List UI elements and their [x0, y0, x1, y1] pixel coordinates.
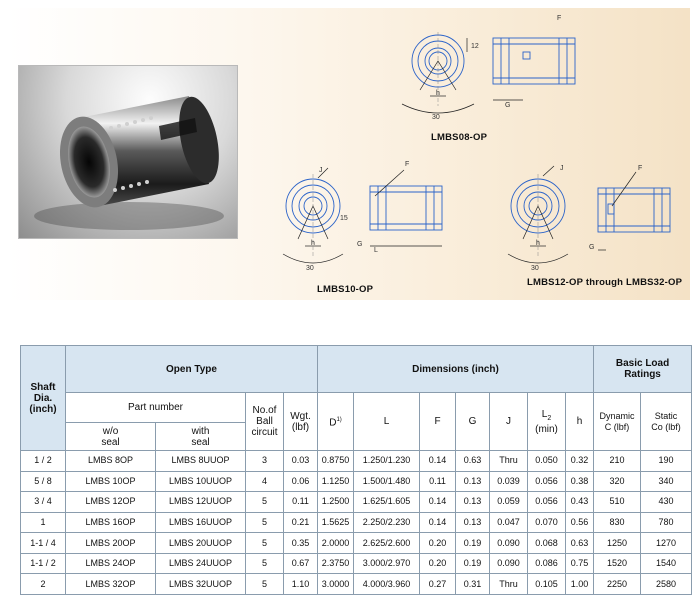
- cell-h: 0.56: [566, 512, 594, 533]
- cell-l: 1.625/1.605: [354, 492, 420, 513]
- cell-balls: 5: [246, 512, 284, 533]
- cell-l: 2.625/2.600: [354, 533, 420, 554]
- lmbs10-label-j: J: [319, 167, 323, 174]
- cell-g: 0.13: [456, 471, 490, 492]
- header-with-seal: with seal: [156, 423, 246, 451]
- cell-balls: 5: [246, 533, 284, 554]
- cell-d: 2.0000: [318, 533, 354, 554]
- cell-shaft: 1-1 / 2: [21, 553, 66, 574]
- cell-wgt: 0.35: [284, 533, 318, 554]
- cell-shaft: 5 / 8: [21, 471, 66, 492]
- lmbs08-label-12: 12: [471, 43, 479, 50]
- cell-l2: 0.086: [528, 553, 566, 574]
- lmbs10-label-g: G: [357, 241, 363, 248]
- cell-f: 0.20: [420, 553, 456, 574]
- cell-wo: LMBS 20OP: [66, 533, 156, 554]
- cell-l: 1.250/1.230: [354, 451, 420, 472]
- cell-h: 0.43: [566, 492, 594, 513]
- cell-wo: LMBS 16OP: [66, 512, 156, 533]
- cell-dyn: 1250: [594, 533, 641, 554]
- cell-wgt: 0.11: [284, 492, 318, 513]
- lmbs12-end-view: [508, 166, 568, 263]
- cell-wo: LMBS 8OP: [66, 451, 156, 472]
- specification-table: [20, 345, 692, 595]
- cell-d: 1.1250: [318, 471, 354, 492]
- cell-wo: LMBS 10OP: [66, 471, 156, 492]
- cell-stat: 190: [641, 451, 692, 472]
- cell-stat: 1540: [641, 553, 692, 574]
- table-row: [21, 492, 692, 513]
- cell-balls: 4: [246, 471, 284, 492]
- header-shaft-dia: Shaft Dia. (inch): [21, 346, 66, 451]
- header-h: h: [566, 393, 594, 451]
- cell-with: LMBS 16UUOP: [156, 512, 246, 533]
- lmbs12-label-j: J: [560, 165, 564, 172]
- cell-g: 0.63: [456, 451, 490, 472]
- cell-balls: 5: [246, 553, 284, 574]
- cell-balls: 5: [246, 492, 284, 513]
- cell-with: LMBS 20UUOP: [156, 533, 246, 554]
- cell-l: 4.000/3.960: [354, 574, 420, 595]
- header-l2: $L_2$ (min): [528, 393, 566, 451]
- lmbs10-end-view: [283, 168, 343, 263]
- cell-wgt: 0.03: [284, 451, 318, 472]
- cell-with: LMBS 32UUOP: [156, 574, 246, 595]
- lmbs12-label-30: 30: [531, 265, 539, 272]
- cell-j: 0.039: [490, 471, 528, 492]
- table-row: [21, 553, 692, 574]
- header-open-type: Open Type: [66, 346, 318, 393]
- cell-with: LMBS 8UUOP: [156, 451, 246, 472]
- table-body: [21, 451, 692, 595]
- table-row: [21, 574, 692, 595]
- header-part-number: Part number: [66, 393, 246, 423]
- lmbs10-label-30: 30: [306, 265, 314, 272]
- cell-shaft: 2: [21, 574, 66, 595]
- cell-stat: 430: [641, 492, 692, 513]
- lmbs10-label-l: L: [374, 247, 378, 254]
- cell-f: 0.20: [420, 533, 456, 554]
- cell-wgt: 0.21: [284, 512, 318, 533]
- cell-d: 3.0000: [318, 574, 354, 595]
- cell-j: Thru: [490, 451, 528, 472]
- header-weight: Wgt. (lbf): [284, 393, 318, 451]
- cell-j: 0.059: [490, 492, 528, 513]
- lmbs12-side-view: [598, 172, 670, 250]
- header-basic-load-ratings: Basic Load Ratings: [594, 346, 692, 393]
- header-static: Static Co (lbf): [641, 393, 692, 451]
- cell-shaft: 1 / 2: [21, 451, 66, 472]
- lmbs10-side-view: [370, 170, 442, 246]
- cell-dyn: 210: [594, 451, 641, 472]
- lmbs12-label-f: F: [638, 165, 643, 172]
- cell-stat: 780: [641, 512, 692, 533]
- cell-h: 0.63: [566, 533, 594, 554]
- cell-with: LMBS 12UUOP: [156, 492, 246, 513]
- cell-l2: 0.105: [528, 574, 566, 595]
- cell-balls: 3: [246, 451, 284, 472]
- cell-j: 0.090: [490, 553, 528, 574]
- lmbs08-side-view: [467, 38, 575, 100]
- caption-lmbs08: LMBS08-OP: [431, 132, 488, 143]
- lmbs08-label-f: F: [557, 15, 562, 22]
- cell-shaft: 1: [21, 512, 66, 533]
- cell-d: 0.8750: [318, 451, 354, 472]
- cell-f: 0.14: [420, 451, 456, 472]
- cell-balls: 5: [246, 574, 284, 595]
- header-dynamic: Dynamic C (lbf): [594, 393, 641, 451]
- cell-d: 1.5625: [318, 512, 354, 533]
- cell-g: 0.13: [456, 492, 490, 513]
- cell-dyn: 510: [594, 492, 641, 513]
- cell-dyn: 830: [594, 512, 641, 533]
- header-g: G: [456, 393, 490, 451]
- lmbs08-label-g: G: [505, 102, 511, 109]
- cell-dyn: 1520: [594, 553, 641, 574]
- technical-drawings: [0, 0, 696, 300]
- table-row: [21, 471, 692, 492]
- cell-g: 0.19: [456, 533, 490, 554]
- cell-l2: 0.050: [528, 451, 566, 472]
- cell-wgt: 0.06: [284, 471, 318, 492]
- cell-with: LMBS 10UUOP: [156, 471, 246, 492]
- header-f: F: [420, 393, 456, 451]
- cell-g: 0.13: [456, 512, 490, 533]
- cell-wgt: 0.67: [284, 553, 318, 574]
- cell-wo: LMBS 12OP: [66, 492, 156, 513]
- lmbs12-label-g: G: [589, 244, 595, 251]
- cell-d: 2.3750: [318, 553, 354, 574]
- caption-lmbs12-through-32: LMBS12-OP through LMBS32-OP: [527, 277, 683, 288]
- header-ball-circuit: No.of Ball circuit: [246, 393, 284, 451]
- cell-h: 0.38: [566, 471, 594, 492]
- cell-h: 1.00: [566, 574, 594, 595]
- cell-j: 0.047: [490, 512, 528, 533]
- cell-dyn: 320: [594, 471, 641, 492]
- cell-stat: 340: [641, 471, 692, 492]
- lmbs08-end-view: [402, 32, 474, 113]
- cell-g: 0.31: [456, 574, 490, 595]
- cell-stat: 2580: [641, 574, 692, 595]
- cell-l2: 0.068: [528, 533, 566, 554]
- cell-l2: 0.070: [528, 512, 566, 533]
- cell-f: 0.14: [420, 492, 456, 513]
- cell-f: 0.11: [420, 471, 456, 492]
- header-j: J: [490, 393, 528, 451]
- cell-j: Thru: [490, 574, 528, 595]
- lmbs12-label-h: h: [536, 240, 540, 247]
- header-dimensions: Dimensions (inch): [318, 346, 594, 393]
- lmbs08-label-h: h: [436, 90, 440, 97]
- lmbs10-label-f: F: [405, 161, 410, 168]
- cell-stat: 1270: [641, 533, 692, 554]
- cell-l: 2.250/2.230: [354, 512, 420, 533]
- caption-lmbs10: LMBS10-OP: [317, 284, 374, 295]
- cell-j: 0.090: [490, 533, 528, 554]
- cell-l: 3.000/2.970: [354, 553, 420, 574]
- cell-wo: LMBS 24OP: [66, 553, 156, 574]
- cell-shaft: 3 / 4: [21, 492, 66, 513]
- header-without-seal: w/o seal: [66, 423, 156, 451]
- cell-l2: 0.056: [528, 492, 566, 513]
- header-l: L: [354, 393, 420, 451]
- cell-with: LMBS 24UUOP: [156, 553, 246, 574]
- table-row: [21, 512, 692, 533]
- lmbs10-label-h: h: [311, 240, 315, 247]
- cell-d: 1.2500: [318, 492, 354, 513]
- cell-g: 0.19: [456, 553, 490, 574]
- table-row: [21, 533, 692, 554]
- cell-wgt: 1.10: [284, 574, 318, 595]
- header-d: $D^{1)}$: [318, 393, 354, 451]
- cell-h: 0.75: [566, 553, 594, 574]
- cell-f: 0.27: [420, 574, 456, 595]
- cell-h: 0.32: [566, 451, 594, 472]
- cell-f: 0.14: [420, 512, 456, 533]
- cell-l: 1.500/1.480: [354, 471, 420, 492]
- cell-l2: 0.056: [528, 471, 566, 492]
- table-row: [21, 451, 692, 472]
- lmbs10-label-15: 15: [340, 215, 348, 222]
- cell-dyn: 2250: [594, 574, 641, 595]
- cell-shaft: 1-1 / 4: [21, 533, 66, 554]
- lmbs08-label-30: 30: [432, 114, 440, 121]
- cell-wo: LMBS 32OP: [66, 574, 156, 595]
